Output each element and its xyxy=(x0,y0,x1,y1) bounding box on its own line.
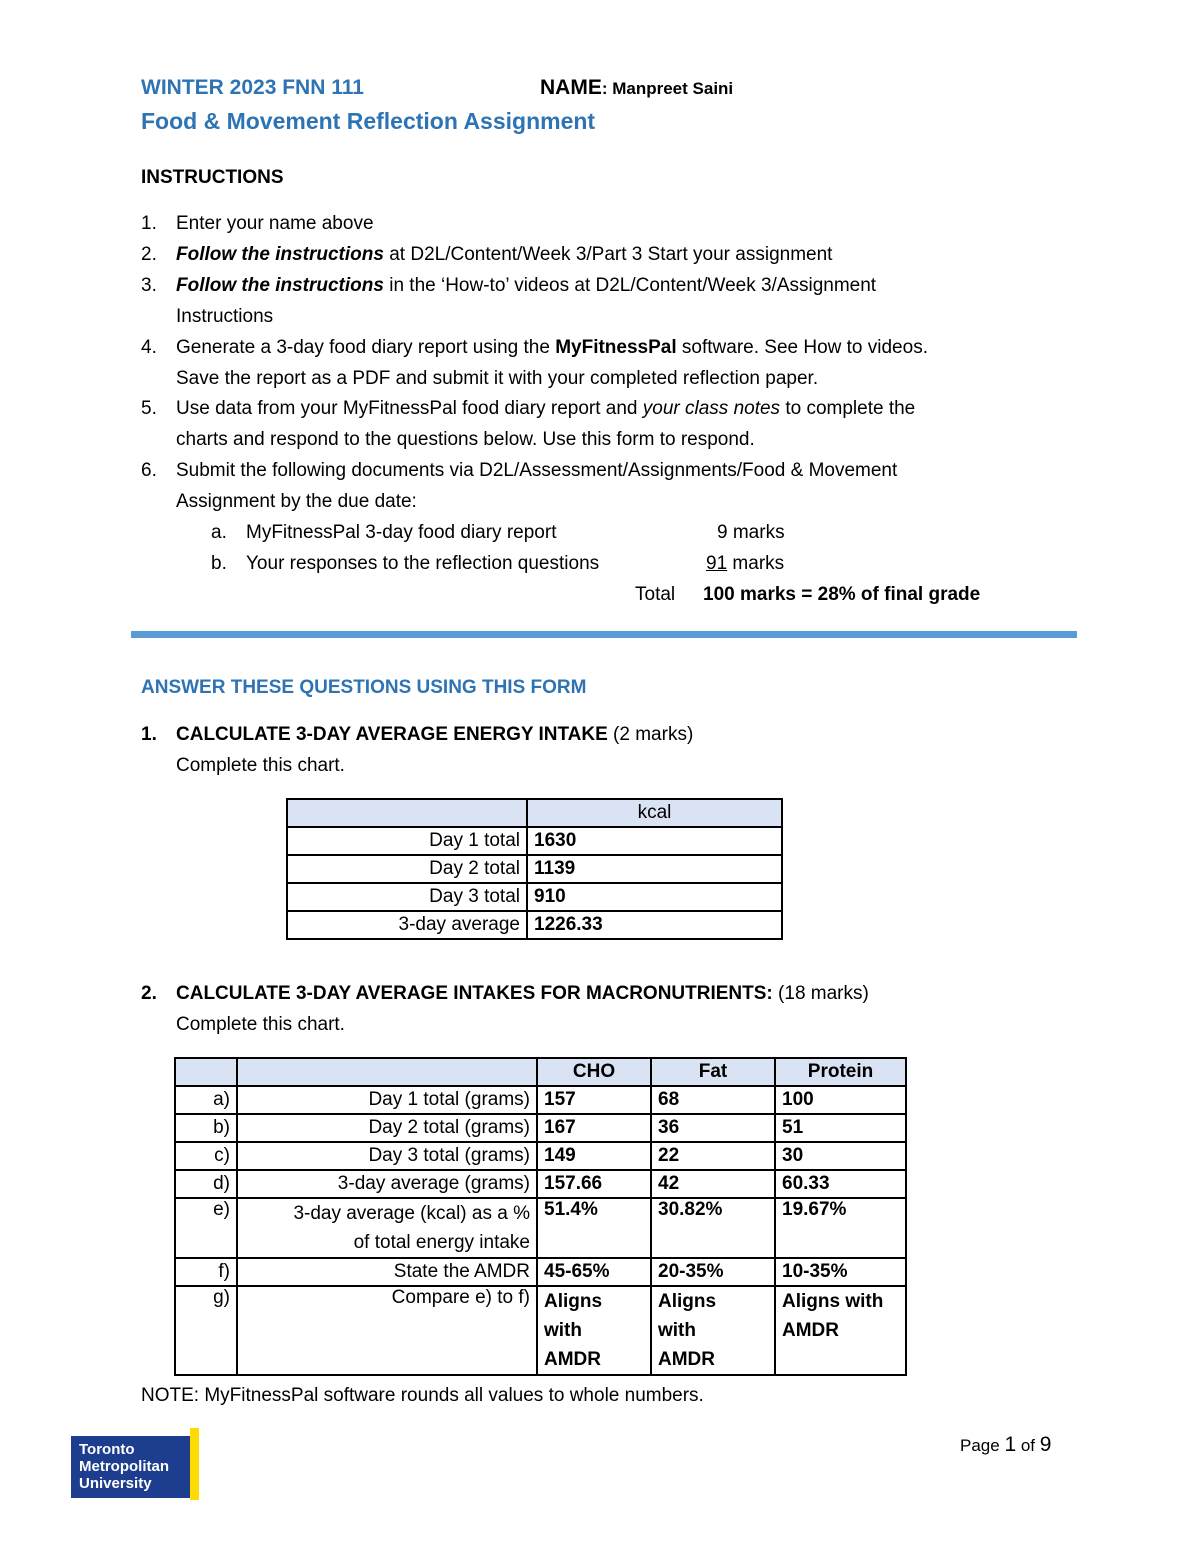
university-logo: Toronto Metropolitan University xyxy=(71,1436,193,1498)
day1-kcal-value: 1630 xyxy=(527,827,782,855)
kcal-header: kcal xyxy=(527,799,782,827)
page-number: Page 1 of 9 xyxy=(960,1433,1052,1456)
fat-header: Fat xyxy=(651,1058,775,1086)
table-row: Day 2 total 1139 xyxy=(287,855,782,883)
table-row: 3-day average 1226.33 xyxy=(287,911,782,939)
table-row: g) Compare e) to f) Aligns with AMDR Aligns with AMDR Aligns with AMDR xyxy=(175,1286,906,1375)
name-label: NAME xyxy=(540,76,602,99)
table-header-row xyxy=(175,1058,906,1086)
note: NOTE: MyFitnessPal software rounds all values to whole numbers. xyxy=(141,1385,704,1406)
table-row: e) 3-day average (kcal) as a % of total energy intake 51.4% 30.82% 19.67% xyxy=(175,1198,906,1258)
table-header-row xyxy=(287,799,782,827)
cho-header: CHO xyxy=(537,1058,651,1086)
course-title: WINTER 2023 FNN 111 xyxy=(141,76,364,99)
logo-accent-bar xyxy=(190,1428,199,1500)
table-row: Day 3 total 910 xyxy=(287,883,782,911)
day3-kcal-value: 910 xyxy=(527,883,782,911)
header-empty-cell xyxy=(287,799,527,827)
name-field xyxy=(540,76,733,100)
protein-header: Protein xyxy=(775,1058,906,1086)
table-row: f) State the AMDR 45-65% 20-35% 10-35% xyxy=(175,1258,906,1286)
day2-kcal-value: 1139 xyxy=(527,855,782,883)
table-row: c) Day 3 total (grams) 149 22 30 xyxy=(175,1142,906,1170)
table-row: Day 1 total 1630 xyxy=(287,827,782,855)
average-kcal-value: 1226.33 xyxy=(527,911,782,939)
table-row: b) Day 2 total (grams) 167 36 51 xyxy=(175,1114,906,1142)
name-value: : Manpreet Saini xyxy=(601,79,734,98)
answer-heading: ANSWER THESE QUESTIONS USING THIS FORM xyxy=(141,677,587,698)
instructions-heading: INSTRUCTIONS xyxy=(141,167,284,188)
table-row: d) 3-day average (grams) 157.66 42 60.33 xyxy=(175,1170,906,1198)
macronutrient-table xyxy=(174,1057,907,1376)
table-row: a) Day 1 total (grams) 157 68 100 xyxy=(175,1086,906,1114)
assignment-title: Food & Movement Reflection Assignment xyxy=(141,108,596,134)
energy-intake-table xyxy=(286,798,783,940)
section-divider xyxy=(131,631,1077,638)
